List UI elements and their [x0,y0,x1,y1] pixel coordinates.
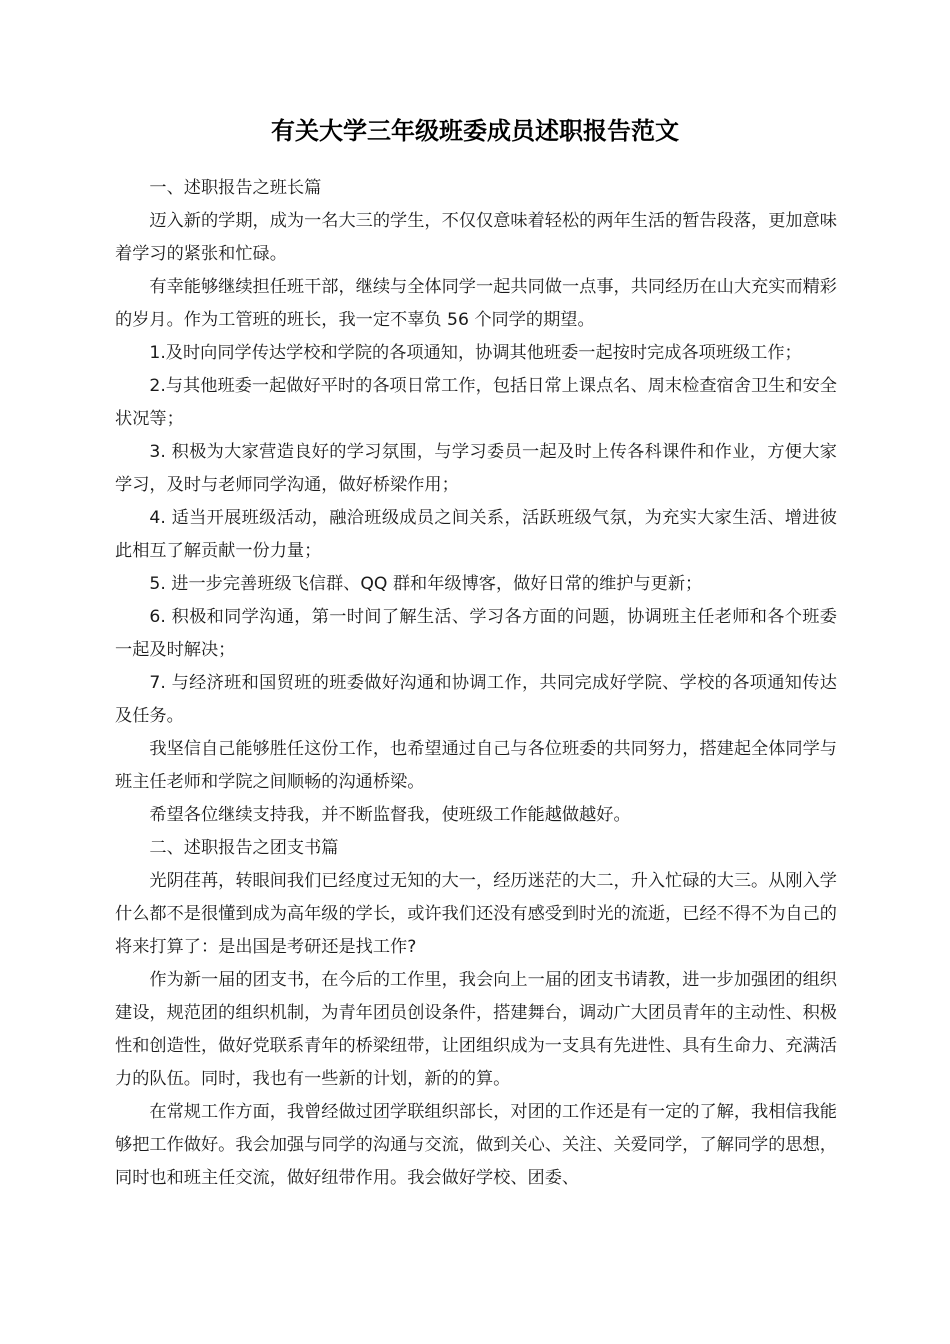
list-item: 5. 进一步完善班级飞信群、QQ 群和年级博客，做好日常的维护与更新； [149,574,703,594]
paragraph: 希望各位继续支持我，并不断监督我，使班级工作能越做越好。 [149,805,631,825]
list-item: 1.及时向同学传达学校和学院的各项通知，协调其他班委一起按时完成各项班级工作； [149,343,802,363]
paragraph: 迈入新的学期，成为一名大三的学生，不仅仅意味着轻松的两年生活的暂告段落，更加意味着学习的紧张和忙碌。 [115,211,837,264]
list-item: 3. 积极为大家营造良好的学习氛围，与学习委员一起及时上传各科课件和作业，方便大家学习，及时与老师同学沟通，做好桥梁作用； [115,442,837,495]
section-heading-monitor: 一、述职报告之班长篇 [149,178,322,198]
paragraph: 在常规工作方面，我曾经做过团学联组织部长，对团的工作还是有一定的了解，我相信我能够把工作做好。我会加强与同学的沟通与交流，做到关心、关注、关爱同学，了解同学的思想，同时也和班主任交流，做好纽带作用。我会做好学校、团委、 [115,1102,837,1188]
paragraph: 我坚信自己能够胜任这份工作，也希望通过自己与各位班委的共同努力，搭建起全体同学与班主任老师和学院之间顺畅的沟通桥梁。 [115,739,837,792]
paragraph: 有幸能够继续担任班干部，继续与全体同学一起共同做一点事，共同经历在山大充实而精彩的岁月。作为工管班的班长，我一定不辜负 56 个同学的期望。 [115,277,837,330]
list-item: 2.与其他班委一起做好平时的各项日常工作，包括日常上课点名、周末检查宿舍卫生和安全状况等； [115,376,837,429]
paragraph: 作为新一届的团支书，在今后的工作里，我会向上一届的团支书请教，进一步加强团的组织建设，规范团的组织机制，为青年团员创设条件，搭建舞台，调动广大团员青年的主动性、积极性和创造性，做好党联系青年的桥梁纽带，让团组织成为一支具有先进性、具有生命力、充满活力的队伍。同时，我也有一些新的计划，新的的算。 [115,970,837,1089]
document-title: 有关大学三年级班委成员述职报告范文 [271,117,679,145]
paragraph: 光阴荏苒，转眼间我们已经度过无知的大一，经历迷茫的大二，升入忙碌的大三。从刚入学什么都不是很懂到成为高年级的学长，或许我们还没有感受到时光的流逝，已经不得不为自己的将来打算了：是出国是考研还是找工作? [115,871,837,957]
list-item: 4. 适当开展班级活动，融洽班级成员之间关系，活跃班级气氛，为充实大家生活、增进彼此相互了解贡献一份力量； [115,508,837,561]
list-item: 7. 与经济班和国贸班的班委做好沟通和协调工作，共同完成好学院、学校的各项通知传达及任务。 [115,673,837,726]
section-heading-league-secretary: 二、述职报告之团支书篇 [149,838,339,858]
list-item: 6. 积极和同学沟通，第一时间了解生活、学习各方面的问题，协调班主任老师和各个班委一起及时解决； [115,607,837,660]
document-body [115,172,837,1195]
